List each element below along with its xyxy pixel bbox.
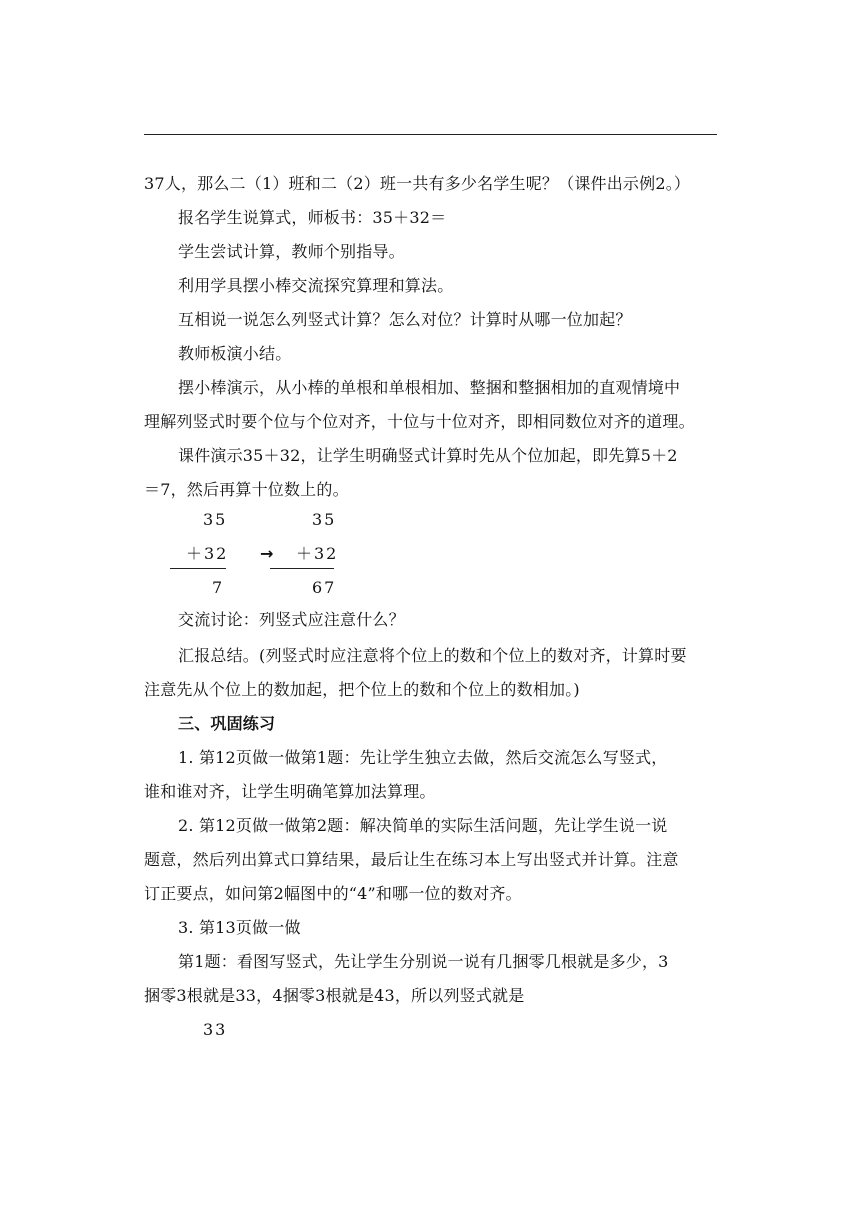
paragraph: 谁和谁对齐，让学生明确笔算加法算理。 — [144, 782, 436, 801]
paragraph: 交流讨论：列竖式应注意什么？ — [178, 610, 405, 629]
header-rule — [144, 134, 717, 135]
arrow-icon: → — [260, 544, 274, 563]
paragraph: 摆小棒演示，从小棒的单根和单根相加、整捆和整捆相加的直观情境中 — [178, 378, 681, 397]
paragraph: 第1题：看图写竖式，先让学生分别说一说有几捆零几根就是多少，3 — [178, 952, 669, 971]
paragraph: 订正要点，如问第2幅图中的“4”和哪一位的数对齐。 — [144, 884, 522, 903]
paragraph: 利用学具摆小棒交流探究算理和算法。 — [178, 276, 454, 295]
paragraph: 题意，然后列出算式口算结果，最后让生在练习本上写出竖式并计算。注意 — [144, 850, 679, 869]
paragraph: 互相说一说怎么列竖式计算？怎么对位？计算时从哪一位加起？ — [178, 310, 632, 329]
calc2-result: 67 — [312, 578, 337, 597]
paragraph: ＝7，然后再算十位数上的。 — [144, 480, 349, 499]
paragraph: 理解列竖式时要个位与个位对齐，十位与十位对齐，即相同数位对齐的道理。 — [144, 412, 695, 431]
paragraph: 捆零3根就是33，4捆零3根就是43，所以列竖式就是 — [144, 986, 525, 1005]
calc1-rule — [170, 568, 226, 569]
calc3-top: 33 — [203, 1020, 228, 1039]
paragraph: 学生尝试计算，教师个别指导。 — [178, 242, 405, 261]
calc1-addend: ＋32 — [186, 544, 229, 563]
paragraph: 2. 第12页做一做第2题：解决简单的实际生活问题，先让学生说一说 — [178, 816, 668, 835]
paragraph: 1. 第12页做一做第1题：先让学生独立去做，然后交流怎么写竖式， — [178, 748, 668, 767]
calc2-addend: ＋32 — [296, 544, 339, 563]
calc2-rule — [270, 568, 334, 569]
section-heading: 三、巩固练习 — [178, 714, 276, 733]
paragraph: 报名学生说算式，师板书：35＋32＝ — [178, 208, 447, 227]
paragraph: 注意先从个位上的数加起，把个位上的数和个位上的数相加。) — [144, 680, 580, 699]
paragraph: 37人，那么二（1）班和二（2）班一共有多少名学生呢？（课件出示例2。） — [144, 174, 691, 193]
calc2-top: 35 — [312, 510, 337, 529]
paragraph: 汇报总结。(列竖式时应注意将个位上的数和个位上的数对齐，计算时要 — [178, 646, 687, 665]
paragraph: 教师板演小结。 — [178, 344, 292, 363]
calc1-result: 7 — [212, 578, 225, 597]
paragraph: 课件演示35＋32，让学生明确竖式计算时先从个位加起，即先算5＋2 — [178, 446, 678, 465]
calc1-top: 35 — [203, 510, 228, 529]
paragraph: 3. 第13页做一做 — [178, 918, 301, 937]
